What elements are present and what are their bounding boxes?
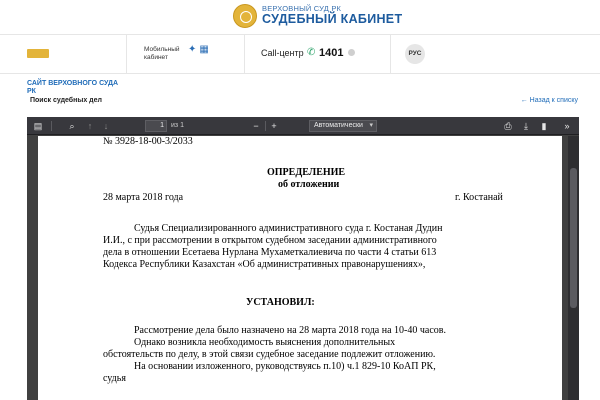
text-line: И.И., с при рассмотрении в открытом судебном заседании административного [103,235,437,246]
zoom-select[interactable]: Автоматически ▾ [309,120,377,132]
document-page [38,136,562,400]
bookmark-icon[interactable]: ▮ [541,121,547,131]
sidebar-toggle-icon[interactable]: ▤ [33,121,43,131]
breadcrumb-site-link[interactable]: САЙТ ВЕРХОВНОГО СУДА РК [27,80,119,95]
more-tools-icon[interactable]: » [564,121,570,131]
document-date: 28 марта 2018 года [103,192,184,203]
call-center-number[interactable]: 1401 [319,47,344,59]
breadcrumb-current: Поиск судебных дел [30,97,102,104]
zoom-in-icon[interactable]: + [271,121,277,131]
text-line: Однако возникла необходимость выяснения дополнительных [134,337,396,348]
android-icon[interactable]: ✦ [188,44,200,55]
search-icon[interactable]: ⌕ [69,121,75,131]
info-icon[interactable] [348,49,355,56]
windows-icon[interactable]: ▦ [199,44,212,55]
call-center-label: Call-центр [261,48,304,58]
document-city: г. Костанай [455,192,503,203]
text-line: Судья Специализированного административного суда г. Костаная Дудин [134,223,443,234]
case-number: № 3928-18-00-3/2033 [103,136,193,147]
brand-bar [0,0,600,34]
brand-subtitle: ВЕРХОВНЫЙ СУД РК [262,4,342,13]
zoom-out-icon[interactable]: − [253,121,259,131]
phone-icon: ✆ [307,47,316,58]
section-heading: УСТАНОВИЛ: [246,297,315,308]
vertical-scrollbar[interactable] [568,136,579,400]
language-section [390,35,600,73]
text-line: дела в отношении Есетаева Нурлана Мухаметкалиевича по части 4 статьи 613 [103,247,437,258]
court-logo-icon[interactable] [27,49,49,58]
next-page-icon[interactable]: ↓ [103,121,109,131]
mobile-platforms [188,44,212,55]
text-line: Рассмотрение дела было назначено на 28 марта 2018 года на 10-40 часов. [134,325,446,336]
supreme-court-emblem-icon[interactable] [233,4,257,28]
toolbar-divider [51,121,52,131]
call-center-section[interactable] [244,35,390,73]
header-bar [0,34,600,74]
text-line: судья [103,373,126,384]
scrollbar-thumb[interactable] [570,168,577,308]
text-line: На основании изложенного, руководствуясь п.10) ч.1 829-10 КоАП РК, [134,361,436,372]
page-number-input[interactable]: 1 [145,120,167,132]
document-title: ОПРЕДЕЛЕНИЕ [267,167,346,178]
page-count: из 1 [171,122,184,129]
back-to-list-link[interactable]: ← Назад к списку [520,97,578,104]
download-icon[interactable]: ⤓ [524,121,528,131]
prev-page-icon[interactable]: ↑ [87,121,93,131]
mobile-cabinet-section[interactable] [126,35,244,73]
text-line: обстоятельств по делу, в этой связи судебное заседание подлежит отложению. [103,349,436,360]
pdf-toolbar [27,117,579,135]
pdf-viewer [27,117,579,400]
brand-title[interactable]: СУДЕБНЫЙ КАБИНЕТ [262,12,403,26]
language-switch[interactable]: РУС [405,44,425,64]
mobile-cabinet-label: Мобильный кабинет [144,46,180,61]
text-line: Кодекса Республики Казахстан «Об административных правонарушениях», [103,259,426,270]
print-icon[interactable]: ⎙ [504,121,512,131]
document-subtitle: об отложении [278,179,340,190]
toolbar-divider [265,121,266,131]
